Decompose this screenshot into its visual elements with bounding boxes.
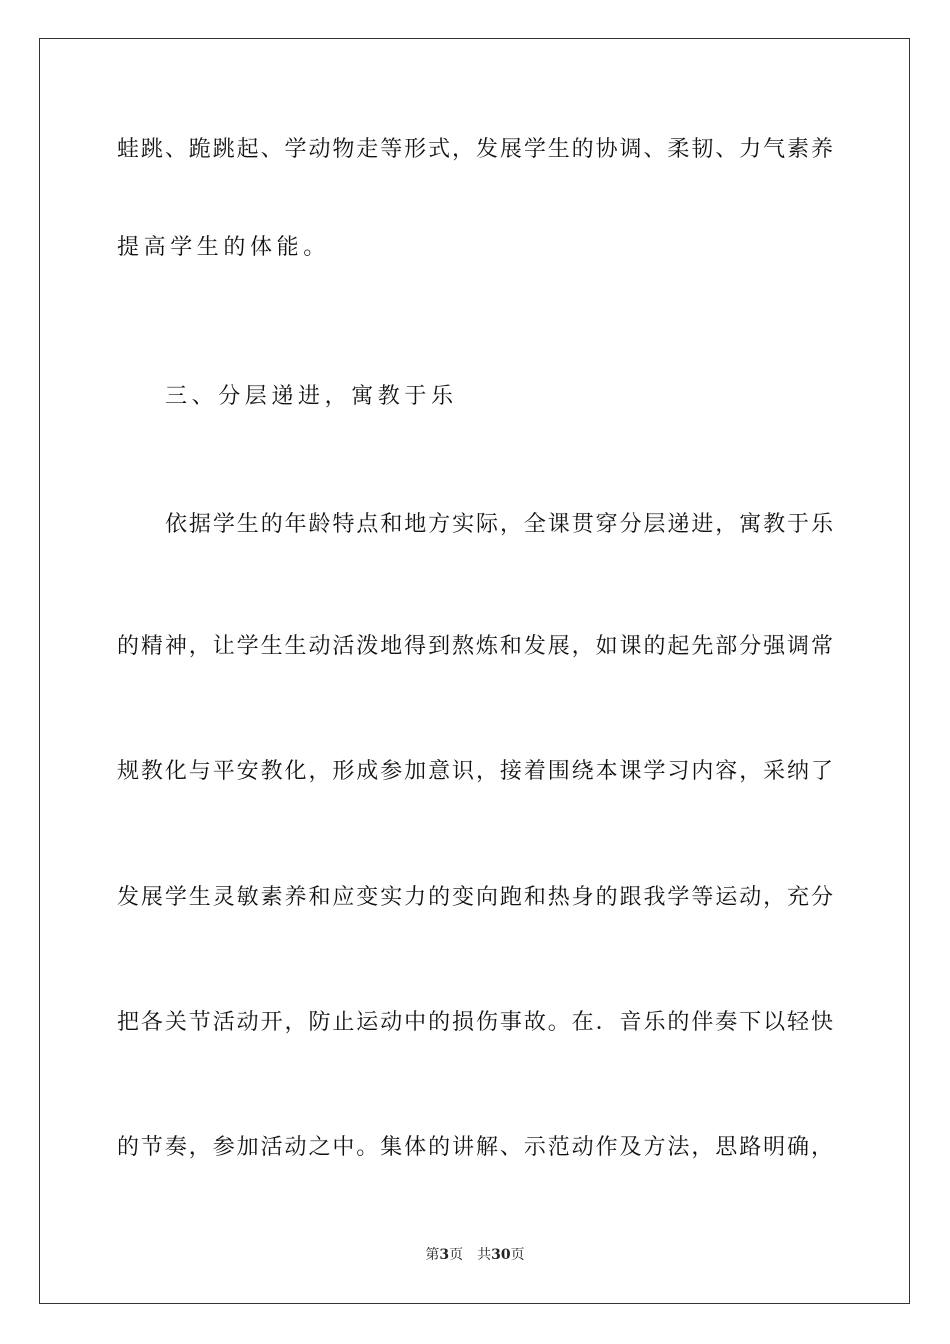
page-footer (0, 1245, 950, 1265)
body-line-5: 规教化与平安教化，形成参加意识，接着围绕本课学习内容，采纳了 (117, 759, 833, 784)
total-pages: 30 (491, 1247, 511, 1263)
body-line-8: 的节奏，参加活动之中。集体的讲解、示范动作及方法，思路明确， (117, 1135, 833, 1160)
total-prefix: 共 (477, 1247, 492, 1263)
body-line-4: 的精神，让学生生动活泼地得到熬炼和发展，如课的起先部分强调常 (117, 634, 833, 659)
page-suffix: 页 (449, 1247, 464, 1263)
page-prefix: 第 (425, 1247, 440, 1263)
body-line-1: 蛙跳、跪跳起、学动物走等形式，发展学生的协调、柔韧、力气素养 (117, 137, 833, 162)
body-line-7: 把各关节活动开，防止运动中的损伤事故。在．音乐的伴奏下以轻快 (117, 1010, 833, 1035)
page-number: 3 (439, 1247, 450, 1263)
section-heading: 三、分层递进，寓教于乐 (165, 384, 458, 409)
body-line-3: 依据学生的年龄特点和地方实际，全课贯穿分层递进，寓教于乐 (165, 512, 833, 537)
total-suffix: 页 (510, 1247, 525, 1263)
body-line-6: 发展学生灵敏素养和应变实力的变向跑和热身的跟我学等运动，充分 (117, 885, 833, 910)
page-border (39, 38, 910, 1304)
body-line-2: 提高学生的体能。 (117, 235, 330, 260)
